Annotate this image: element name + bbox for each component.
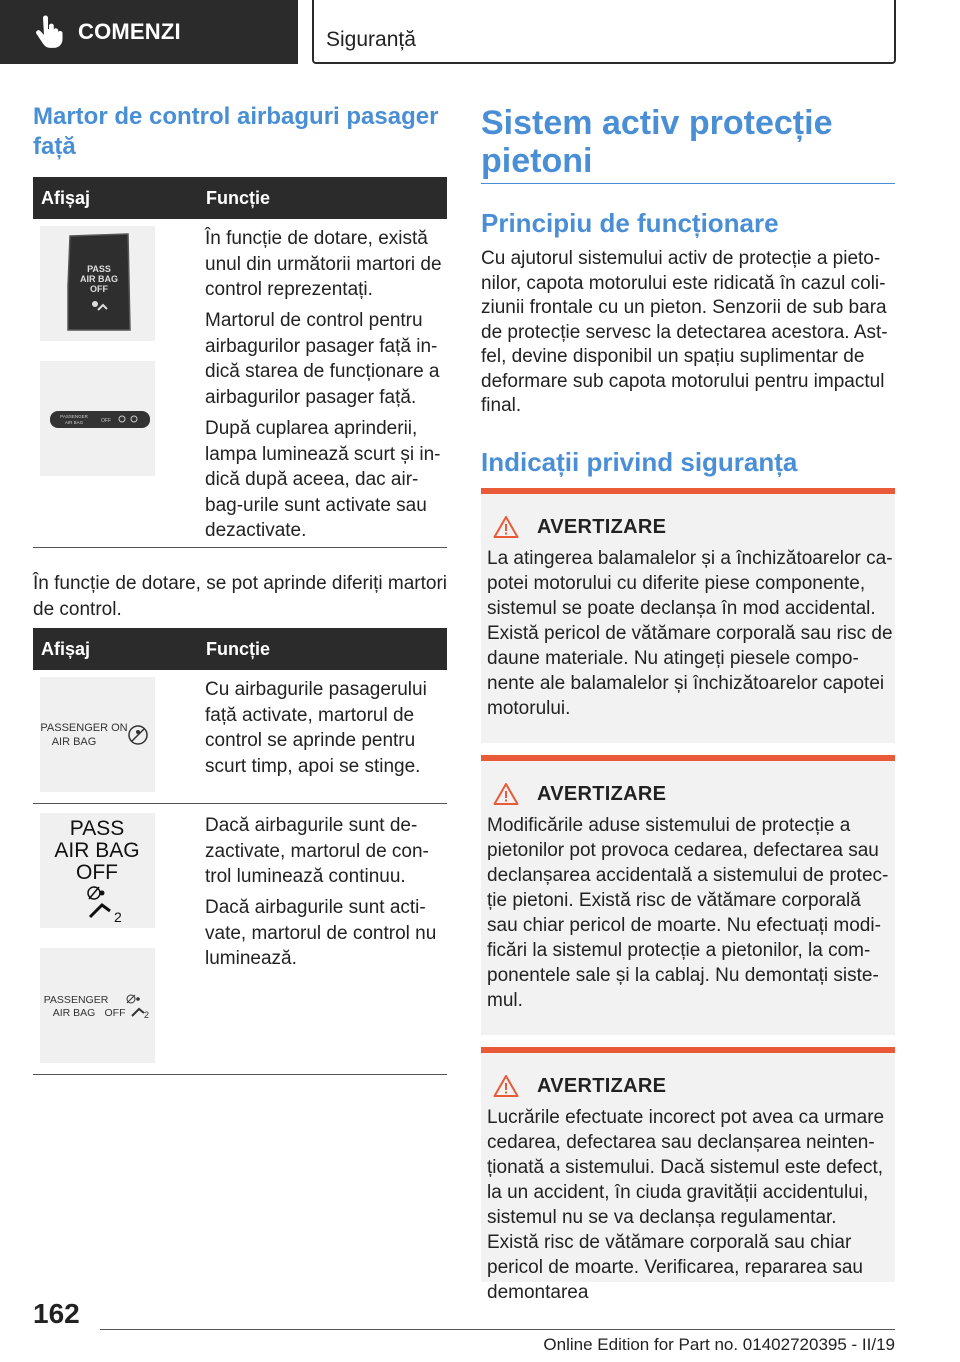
subtitle-principle: Principiu de funcționare [481,208,779,238]
table2-header [33,628,447,670]
section-title-airbag-indicator: Martor de control airbaguri pasager față [33,103,439,160]
img3-line1: PASSENGER ON [40,722,128,734]
passenger-on-airbag-image [40,677,155,792]
chapter-tab[interactable] [0,0,298,64]
pass-airbag-off-large-image [40,813,155,928]
img2-line3: OFF [101,418,111,424]
principle-paragraph: Cu ajutorul sistemului activ de protecție a pietonilor, capota motorului este ridicată în cazul coliziunii frontale cu un pieton. Senzorii de sub bara de protecție servesc la detectarea acestora. Astfel, devine disponibil un spațiu suplimentar de deformare sub capota motorului pentru impactul final. [481,248,888,416]
table2-row-rule [33,803,447,804]
warning-triangle-icon [493,515,519,539]
table1-header [33,177,447,219]
section-header [312,0,896,64]
warning-1-text: La atingerea balamalelor și a închizătoarelor capotei motorului cu diferite piese componente, sistemul se poate declanșa în mod accidental. Există pericol de vătămare corporală sau risc de daune materiale. Nu atingeți piesele componente ale balamalelor și închizătoarelor capotei motorului. [487,548,893,719]
passenger-airbag-off-wide-image [40,948,155,1063]
table2-col-display: Afișaj [41,639,91,659]
page-number: 162 [33,1298,80,1329]
chapter-title-pedestrian-protection: Sistem activ protecție pietoni [481,104,833,180]
warning-box-1 [481,488,895,743]
img4-line2: AIR BAG [54,839,140,862]
hand-pointer-icon [30,14,66,50]
footer-edition-text: Online Edition for Part no. 01402720395 - II/19 [543,1335,895,1354]
img3-line2: AIR BAG [51,736,97,748]
table1-function-p1: În funcție de dotare, există unul din următorii martori de control reprezentați. [205,228,442,300]
intro-paragraph: În funcție de dotare, se pot aprinde diferiți martori de control. [33,573,448,620]
img4-line1: PASS [69,817,125,840]
section-header-label: Siguranță [326,28,416,51]
subtitle-safety: Indicații privind siguranța [481,447,798,477]
table2-row2-function-p1: Dacă airbagurile sunt dezactivate, martorul de control luminează continuu. [205,815,429,887]
warning-3-text: Lucrările efectuate incorect pot avea ca urmare cedarea, defectarea sau declanșarea neintenționată a sistemului. Dacă sistemul este defect, la un accident, în ciuda gravității accidentului, sistemul nu se va declanșa regulamentar. Există risc de vătămare corporală sau chiar pericol de moarte. Verificarea, repararea sau demontarea [487,1107,885,1303]
warning-triangle-icon [493,782,519,806]
title-rule [481,183,895,184]
footer-rule [100,1329,895,1330]
table2-col-function: Funcție [206,639,271,659]
warning-3-label: AVERTIZARE [537,1074,667,1097]
warning-box-2 [481,755,895,1035]
img1-line3: OFF [90,284,108,294]
warning-1-label: AVERTIZARE [537,515,667,538]
pass-airbag-off-button-image [40,226,155,341]
img5-line1: PASSENGER [43,994,109,1006]
table1-function-p2: Martorul de control pentru airbagurilor pasager față indică starea de funcționare a airbagurilor pasager față. [205,310,440,408]
table2-bottom-rule [33,1074,447,1075]
img4-line3: OFF [76,861,118,884]
img1-line2: AIR BAG [80,274,118,284]
svg-text:2: 2 [144,1010,150,1020]
warning-box-3 [481,1047,895,1303]
img5-line2: AIR BAG [52,1007,96,1019]
warning-2-text: Modificările aduse sistemului de protecție a pietonilor pot provoca cedarea, defectarea sau declanșarea accidentală a sistemului de protecție pietoni. Există risc de vătămare corporală sau chiar pericol de moarte. Nu efectuați modificări la sistemul protecție a pietonilor, la componentele sale și la cablaj. Nu demontați sistemul. [487,815,889,1011]
img2-line1: PASSENGER [60,414,88,419]
img2-line2: AIR BAG [64,420,84,425]
table2-row2-function-p2: Dacă airbagurile sunt activate, martorul de control nu luminează. [205,897,437,969]
passenger-airbag-off-panel-image [40,361,155,476]
table1-bottom-rule [33,547,447,548]
img1-line1: PASS [87,264,111,274]
table1-col-display: Afișaj [41,188,91,208]
chapter-tab-label: COMENZI [78,19,181,44]
footer-edition [280,1335,895,1355]
warning-2-label: AVERTIZARE [537,782,667,805]
table1-function-p3: După cuplarea aprinderii, lampa luminează scurt și indică după aceea, dac airbag-urile sunt activate sau dezactivate. [205,418,441,541]
warning-triangle-icon [493,1074,519,1098]
table1-col-function: Funcție [206,188,271,208]
img5-line3: OFF [104,1007,126,1019]
svg-text:2: 2 [114,909,122,925]
table2-row1-function: Cu airbagurile pasagerului față activate, martorul de control se aprinde pentru scurt timp, apoi se stinge. [205,679,427,777]
